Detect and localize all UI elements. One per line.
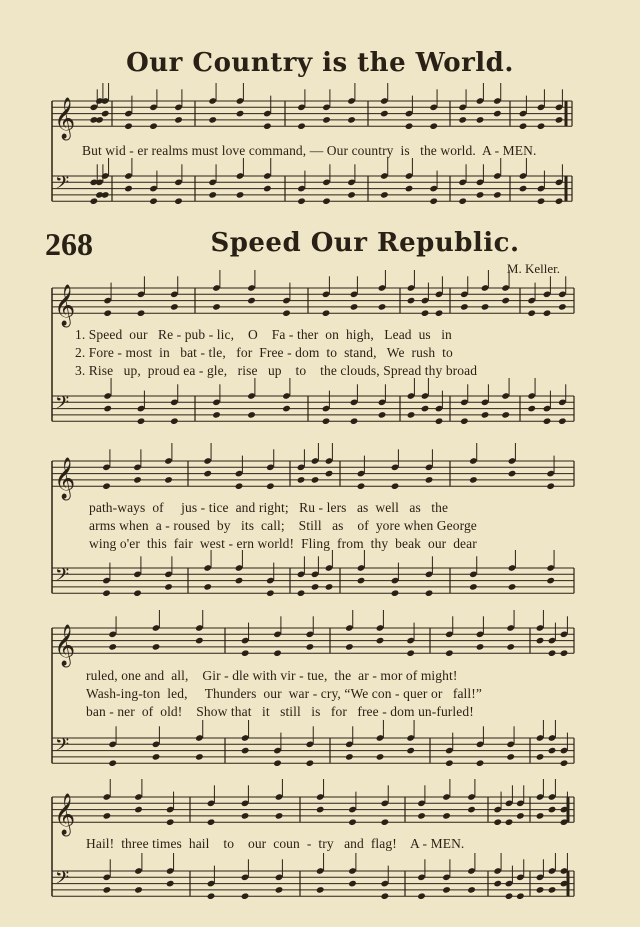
- note-head: [378, 411, 387, 419]
- note-head: [247, 297, 256, 305]
- note-head: [421, 405, 430, 413]
- note-head: [506, 643, 515, 651]
- lyric-line: 1. Speed our Re - pub - lic, O Fa - ther on high, Lead us in: [75, 327, 452, 342]
- note-head: [493, 818, 502, 826]
- note-head: [537, 122, 546, 130]
- note-head: [174, 116, 183, 124]
- note-head: [236, 191, 245, 199]
- note-head: [297, 589, 306, 597]
- note-head: [481, 303, 490, 311]
- note-head: [476, 191, 485, 199]
- note-head: [425, 476, 434, 484]
- note-head: [101, 110, 110, 118]
- note-head: [406, 649, 415, 657]
- note-head: [406, 747, 415, 755]
- note-head: [357, 482, 366, 490]
- note-head: [282, 405, 291, 413]
- note-head: [102, 482, 111, 490]
- note-head: [350, 303, 359, 311]
- note-head: [266, 482, 275, 490]
- treble-clef-icon: 𝄞: [54, 285, 76, 327]
- lyric-line: Wash-ing-ton led, Thunders our war - cry, “We con - quer or fall!”: [86, 686, 482, 701]
- note-head: [170, 303, 179, 311]
- treble-clef-icon: 𝄞: [54, 98, 76, 140]
- note-head: [476, 116, 485, 124]
- note-head: [103, 812, 112, 820]
- note-head: [133, 589, 142, 597]
- note-head: [445, 759, 454, 767]
- note-head: [311, 476, 320, 484]
- note-head: [241, 892, 250, 900]
- note-head: [548, 886, 557, 894]
- note-head: [152, 753, 161, 761]
- note-head: [347, 116, 356, 124]
- note-head: [297, 122, 306, 130]
- note-head: [273, 759, 282, 767]
- note-head: [442, 886, 451, 894]
- note-head: [546, 482, 555, 490]
- note-head: [481, 411, 490, 419]
- note-head: [537, 197, 546, 205]
- note-head: [166, 880, 175, 888]
- lyric-line: ruled, one and all, Gir - dle with vir - tue, the ar - mor of might!: [86, 668, 458, 683]
- note-head: [417, 812, 426, 820]
- bass-clef-icon: 𝄢: [55, 392, 70, 418]
- note-head: [90, 197, 99, 205]
- note-head: [124, 185, 133, 193]
- note-head: [380, 191, 389, 199]
- previous-hymn-title: Our Country is the World.: [126, 48, 514, 78]
- note-head: [203, 583, 212, 591]
- note-head: [519, 122, 528, 130]
- note-head: [207, 892, 216, 900]
- note-head: [501, 411, 510, 419]
- note-head: [241, 747, 250, 755]
- treble-clef-icon: 𝄞: [54, 458, 76, 500]
- lyric-line: path-ways of jus - tice and right; Ru - lers as well as the: [89, 500, 449, 515]
- note-head: [273, 649, 282, 657]
- note-head: [442, 812, 451, 820]
- note-head: [460, 417, 469, 425]
- note-head: [235, 482, 244, 490]
- note-head: [376, 637, 385, 645]
- note-head: [247, 411, 256, 419]
- note-head: [467, 886, 476, 894]
- treble-clef-icon: 𝄞: [54, 794, 76, 836]
- note-head: [508, 583, 517, 591]
- note-head: [543, 417, 552, 425]
- lyric-line: Hail! three times hail to our coun - try and flag! A - MEN.: [86, 836, 465, 851]
- note-head: [348, 880, 357, 888]
- note-head: [376, 753, 385, 761]
- note-head: [297, 476, 306, 484]
- note-head: [458, 197, 467, 205]
- note-head: [297, 197, 306, 205]
- note-head: [325, 583, 334, 591]
- hymn-number: 268: [45, 226, 93, 262]
- note-head: [134, 806, 143, 814]
- note-head: [195, 637, 204, 645]
- note-head: [558, 303, 567, 311]
- note-head: [405, 122, 414, 130]
- note-head: [380, 110, 389, 118]
- note-head: [536, 753, 545, 761]
- note-head: [275, 886, 284, 894]
- note-head: [536, 812, 545, 820]
- lyric-line: arms when a - roused by its call; Still as of yore when George: [89, 518, 477, 533]
- note-head: [445, 649, 454, 657]
- note-head: [108, 759, 117, 767]
- note-head: [536, 637, 545, 645]
- note-head: [108, 643, 117, 651]
- note-head: [263, 122, 272, 130]
- note-head: [345, 753, 354, 761]
- note-head: [322, 309, 331, 317]
- treble-clef-icon: 𝄞: [54, 625, 76, 667]
- note-head: [555, 116, 564, 124]
- note-head: [325, 470, 334, 478]
- note-head: [527, 405, 536, 413]
- note-head: [347, 191, 356, 199]
- note-head: [101, 191, 110, 199]
- note-head: [405, 185, 414, 193]
- note-head: [322, 417, 331, 425]
- note-head: [166, 818, 175, 826]
- note-head: [207, 818, 216, 826]
- note-head: [429, 122, 438, 130]
- note-head: [203, 470, 212, 478]
- note-head: [381, 818, 390, 826]
- note-head: [241, 812, 250, 820]
- note-head: [391, 589, 400, 597]
- note-head: [536, 886, 545, 894]
- note-head: [381, 892, 390, 900]
- note-head: [378, 303, 387, 311]
- note-head: [350, 417, 359, 425]
- note-head: [124, 122, 133, 130]
- note-head: [241, 649, 250, 657]
- note-head: [266, 589, 275, 597]
- note-head: [103, 309, 112, 317]
- note-head: [516, 812, 525, 820]
- note-head: [208, 116, 217, 124]
- note-head: [348, 818, 357, 826]
- bass-clef-icon: 𝄢: [55, 172, 70, 198]
- note-head: [357, 577, 366, 585]
- note-head: [548, 747, 557, 755]
- note-head: [505, 818, 514, 826]
- note-head: [505, 892, 514, 900]
- note-head: [152, 643, 161, 651]
- note-head: [425, 589, 434, 597]
- note-head: [195, 753, 204, 761]
- note-head: [391, 482, 400, 490]
- note-head: [560, 649, 569, 657]
- note-head: [527, 309, 536, 317]
- note-head: [263, 185, 272, 193]
- note-head: [95, 116, 104, 124]
- note-head: [164, 476, 173, 484]
- note-head: [137, 309, 146, 317]
- note-head: [275, 812, 284, 820]
- lyric-line: ban - ner of old! Show that it still is for free - dom un-furled!: [86, 704, 474, 719]
- lyric-line: 3. Rise up, proud ea - gle, rise up to the clouds, Spread thy broad: [75, 363, 478, 378]
- note-head: [467, 806, 476, 814]
- lyric-line: 2. Fore - most in bat - tle, for Free - dom to stand, We rush to: [75, 345, 453, 360]
- note-head: [133, 476, 142, 484]
- note-head: [469, 476, 478, 484]
- note-head: [103, 405, 112, 413]
- note-head: [476, 759, 485, 767]
- lyric-line: wing o'er this fair west - ern world! Fling from thy beak our dear: [89, 536, 477, 551]
- bass-clef-icon: 𝄢: [55, 564, 70, 590]
- note-head: [102, 589, 111, 597]
- note-head: [516, 892, 525, 900]
- note-head: [546, 577, 555, 585]
- note-head: [134, 886, 143, 894]
- note-head: [493, 880, 502, 888]
- note-head: [311, 583, 320, 591]
- note-head: [164, 583, 173, 591]
- note-head: [493, 191, 502, 199]
- note-head: [435, 309, 444, 317]
- bass-clef-icon: 𝄢: [55, 734, 70, 760]
- note-head: [235, 577, 244, 585]
- note-head: [407, 297, 416, 305]
- note-head: [306, 759, 315, 767]
- note-head: [458, 116, 467, 124]
- note-head: [501, 297, 510, 305]
- note-head: [212, 303, 221, 311]
- note-head: [236, 110, 245, 118]
- note-head: [149, 122, 158, 130]
- note-head: [493, 110, 502, 118]
- note-head: [558, 417, 567, 425]
- note-head: [417, 892, 426, 900]
- note-head: [212, 411, 221, 419]
- previous-hymn-lyric: But wid - er realms must love command, — Our country is the world. A - MEN.: [82, 143, 537, 158]
- note-head: [560, 759, 569, 767]
- note-head: [345, 643, 354, 651]
- note-head: [460, 303, 469, 311]
- note-head: [548, 806, 557, 814]
- composer-credit: M. Keller.: [506, 261, 560, 276]
- note-head: [555, 197, 564, 205]
- note-head: [103, 886, 112, 894]
- note-head: [508, 470, 517, 478]
- note-head: [421, 309, 430, 317]
- note-head: [322, 116, 331, 124]
- note-head: [476, 643, 485, 651]
- note-head: [435, 417, 444, 425]
- note-head: [429, 197, 438, 205]
- note-head: [174, 197, 183, 205]
- note-head: [506, 753, 515, 761]
- note-head: [137, 417, 146, 425]
- note-head: [548, 649, 557, 657]
- note-head: [316, 886, 325, 894]
- note-head: [316, 806, 325, 814]
- note-head: [149, 197, 158, 205]
- note-head: [208, 191, 217, 199]
- note-head: [519, 185, 528, 193]
- note-head: [407, 411, 416, 419]
- bass-clef-icon: 𝄢: [55, 867, 70, 893]
- note-head: [306, 643, 315, 651]
- note-head: [543, 309, 552, 317]
- note-head: [469, 583, 478, 591]
- note-head: [282, 309, 291, 317]
- hymn-title: Speed Our Republic.: [210, 228, 520, 258]
- note-head: [322, 197, 331, 205]
- note-head: [170, 417, 179, 425]
